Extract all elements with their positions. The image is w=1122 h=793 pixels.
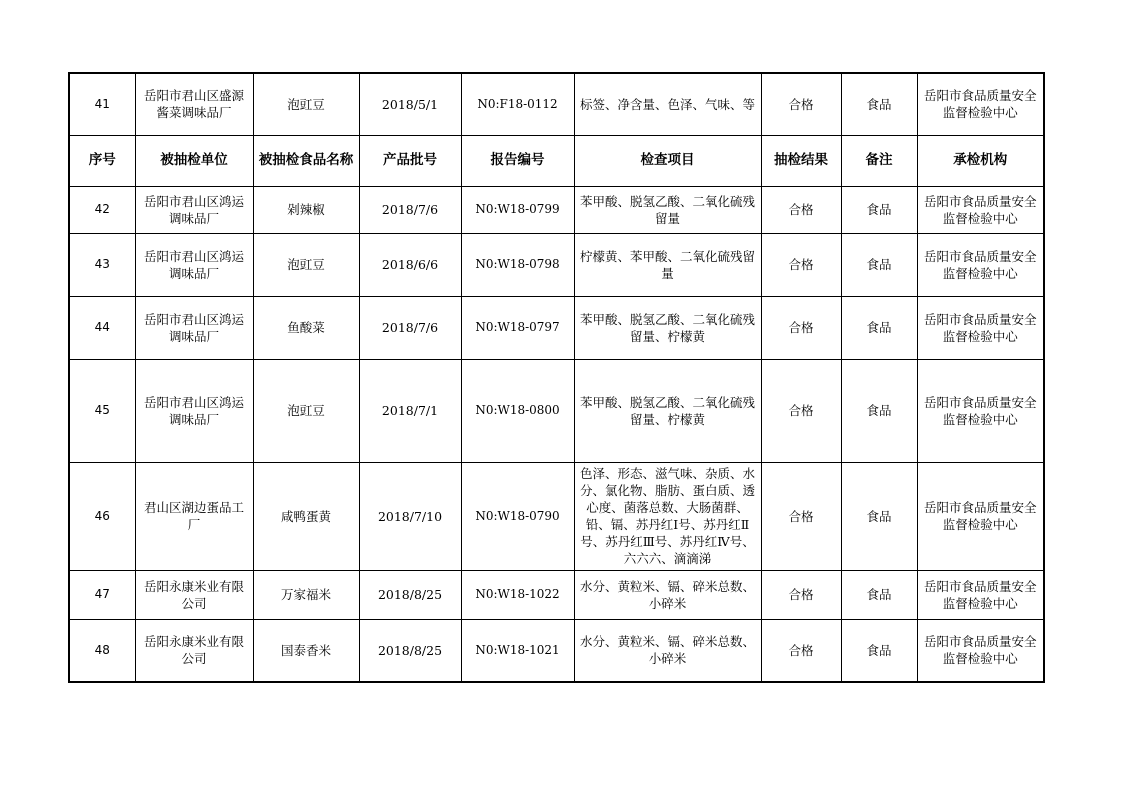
batch-cell: 2018/7/6 xyxy=(359,296,461,359)
note-cell: 食品 xyxy=(841,359,917,462)
seq-cell: 44 xyxy=(69,296,135,359)
header-report: 报告编号 xyxy=(461,135,574,186)
agency-cell: 岳阳市食品质量安全监督检验中心 xyxy=(917,296,1044,359)
seq-cell: 43 xyxy=(69,233,135,296)
unit-cell: 岳阳市君山区鸿运调味品厂 xyxy=(135,359,253,462)
unit-cell: 岳阳市君山区鸿运调味品厂 xyxy=(135,233,253,296)
report-cell: N0:W18-1021 xyxy=(461,619,574,682)
report-cell: N0:W18-0799 xyxy=(461,186,574,233)
unit-cell: 岳阳市君山区盛源酱菜调味品厂 xyxy=(135,73,253,135)
header-batch: 产品批号 xyxy=(359,135,461,186)
result-cell: 合格 xyxy=(761,570,841,619)
items-cell: 苯甲酸、脱氢乙酸、二氧化硫残留量 xyxy=(574,186,761,233)
result-cell: 合格 xyxy=(761,73,841,135)
batch-cell: 2018/7/6 xyxy=(359,186,461,233)
header-food: 被抽检食品名称 xyxy=(253,135,359,186)
agency-cell: 岳阳市食品质量安全监督检验中心 xyxy=(917,570,1044,619)
table-row xyxy=(69,73,1044,135)
header-seq: 序号 xyxy=(69,135,135,186)
batch-cell: 2018/8/25 xyxy=(359,619,461,682)
result-cell: 合格 xyxy=(761,186,841,233)
food-cell: 泡豇豆 xyxy=(253,233,359,296)
seq-cell: 45 xyxy=(69,359,135,462)
agency-cell: 岳阳市食品质量安全监督检验中心 xyxy=(917,462,1044,570)
result-cell: 合格 xyxy=(761,233,841,296)
table-header-row xyxy=(69,135,1044,186)
report-cell: N0:W18-0798 xyxy=(461,233,574,296)
agency-cell: 岳阳市食品质量安全监督检验中心 xyxy=(917,186,1044,233)
food-cell: 泡豇豆 xyxy=(253,73,359,135)
result-cell: 合格 xyxy=(761,296,841,359)
table-row xyxy=(69,359,1044,462)
result-cell: 合格 xyxy=(761,462,841,570)
table-row xyxy=(69,462,1044,570)
report-cell: N0:W18-0797 xyxy=(461,296,574,359)
note-cell: 食品 xyxy=(841,570,917,619)
header-items: 检查项目 xyxy=(574,135,761,186)
note-cell: 食品 xyxy=(841,233,917,296)
items-cell: 苯甲酸、脱氢乙酸、二氧化硫残留量、柠檬黄 xyxy=(574,359,761,462)
note-cell: 食品 xyxy=(841,186,917,233)
agency-cell: 岳阳市食品质量安全监督检验中心 xyxy=(917,233,1044,296)
unit-cell: 岳阳永康米业有限公司 xyxy=(135,570,253,619)
table-row xyxy=(69,186,1044,233)
seq-cell: 42 xyxy=(69,186,135,233)
note-cell: 食品 xyxy=(841,296,917,359)
unit-cell: 岳阳市君山区鸿运调味品厂 xyxy=(135,296,253,359)
table-row xyxy=(69,619,1044,682)
batch-cell: 2018/7/1 xyxy=(359,359,461,462)
table-row xyxy=(69,570,1044,619)
food-cell: 剁辣椒 xyxy=(253,186,359,233)
header-unit: 被抽检单位 xyxy=(135,135,253,186)
result-cell: 合格 xyxy=(761,619,841,682)
food-cell: 咸鸭蛋黄 xyxy=(253,462,359,570)
unit-cell: 君山区湖边蛋品工厂 xyxy=(135,462,253,570)
food-cell: 国泰香米 xyxy=(253,619,359,682)
unit-cell: 岳阳市君山区鸿运调味品厂 xyxy=(135,186,253,233)
items-cell: 柠檬黄、苯甲酸、二氧化硫残留量 xyxy=(574,233,761,296)
note-cell: 食品 xyxy=(841,73,917,135)
report-cell: N0:W18-0800 xyxy=(461,359,574,462)
result-cell: 合格 xyxy=(761,359,841,462)
seq-cell: 46 xyxy=(69,462,135,570)
items-cell: 水分、黄粒米、镉、碎米总数、小碎米 xyxy=(574,619,761,682)
table-row xyxy=(69,296,1044,359)
table-row xyxy=(69,233,1044,296)
food-cell: 鱼酸菜 xyxy=(253,296,359,359)
seq-cell: 47 xyxy=(69,570,135,619)
seq-cell: 41 xyxy=(69,73,135,135)
seq-cell: 48 xyxy=(69,619,135,682)
report-cell: N0:W18-1022 xyxy=(461,570,574,619)
food-cell: 泡豇豆 xyxy=(253,359,359,462)
items-cell: 标签、净含量、色泽、气味、等 xyxy=(574,73,761,135)
header-note: 备注 xyxy=(841,135,917,186)
unit-cell: 岳阳永康米业有限公司 xyxy=(135,619,253,682)
header-result: 抽检结果 xyxy=(761,135,841,186)
report-cell: N0:F18-0112 xyxy=(461,73,574,135)
food-cell: 万家福米 xyxy=(253,570,359,619)
items-cell: 水分、黄粒米、镉、碎米总数、小碎米 xyxy=(574,570,761,619)
note-cell: 食品 xyxy=(841,462,917,570)
batch-cell: 2018/8/25 xyxy=(359,570,461,619)
agency-cell: 岳阳市食品质量安全监督检验中心 xyxy=(917,619,1044,682)
inspection-results-table xyxy=(68,72,1045,683)
items-cell: 苯甲酸、脱氢乙酸、二氧化硫残留量、柠檬黄 xyxy=(574,296,761,359)
batch-cell: 2018/6/6 xyxy=(359,233,461,296)
header-agency: 承检机构 xyxy=(917,135,1044,186)
items-cell: 色泽、形态、滋气味、杂质、水分、氯化物、脂肪、蛋白质、透心度、菌落总数、大肠菌群、铅、镉、苏丹红Ⅰ号、苏丹红Ⅱ号、苏丹红Ⅲ号、苏丹红Ⅳ号、六六六、滴滴涕 xyxy=(574,462,761,570)
agency-cell: 岳阳市食品质量安全监督检验中心 xyxy=(917,359,1044,462)
note-cell: 食品 xyxy=(841,619,917,682)
batch-cell: 2018/5/1 xyxy=(359,73,461,135)
batch-cell: 2018/7/10 xyxy=(359,462,461,570)
report-cell: N0:W18-0790 xyxy=(461,462,574,570)
agency-cell: 岳阳市食品质量安全监督检验中心 xyxy=(917,73,1044,135)
